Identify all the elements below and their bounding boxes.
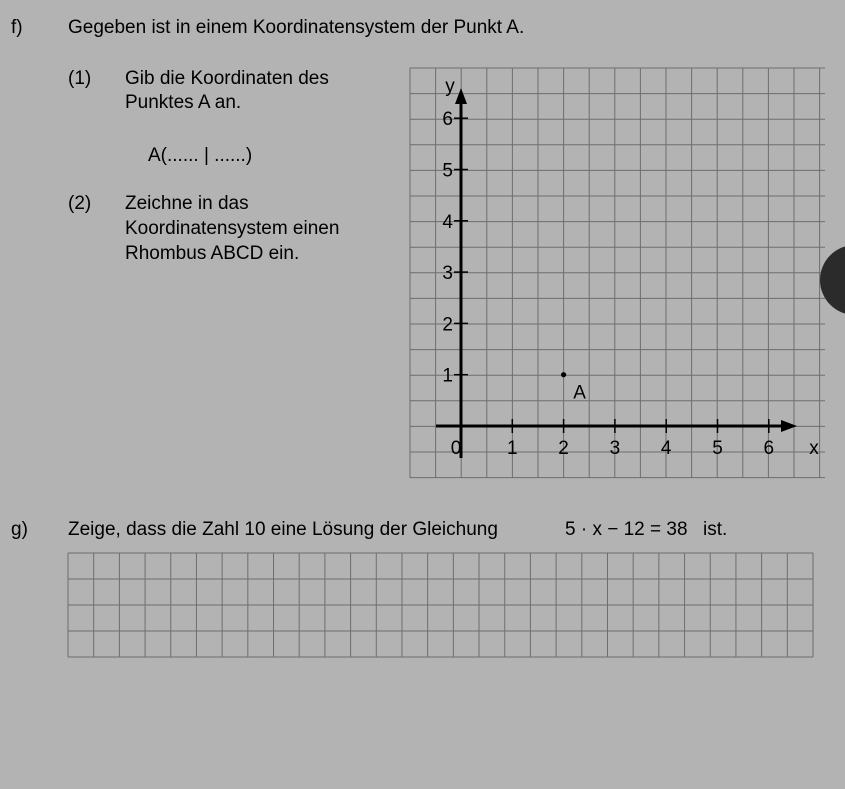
task-f-text: Gegeben ist in einem Koordinatensystem der Punkt A. xyxy=(68,17,525,38)
task-g-suffix: ist. xyxy=(703,519,728,540)
coordinates-answer-template: A(...... | ......) xyxy=(148,145,253,166)
y-tick-label: 3 xyxy=(442,263,453,285)
sub2-line2: Koordinatensystem einen xyxy=(125,218,340,239)
y-axis-label: y xyxy=(445,76,455,97)
sub2-line1: Zeichne in das xyxy=(125,193,249,214)
task-f-label: f) xyxy=(11,17,23,38)
sub1-line2: Punktes A an. xyxy=(125,92,242,113)
x-tick-label: 2 xyxy=(558,438,569,459)
y-tick-label: 5 xyxy=(442,160,453,182)
sub2-line3: Rhombus ABCD ein. xyxy=(125,243,300,264)
x-tick-label: 5 xyxy=(712,438,723,459)
x-tick-label: 3 xyxy=(609,438,621,459)
y-tick-label: 1 xyxy=(442,365,453,387)
task-g-label: g) xyxy=(11,519,28,540)
x-axis-label: x xyxy=(809,438,819,459)
point-a-label: A xyxy=(573,382,586,404)
x-tick-label: 4 xyxy=(660,438,672,459)
y-tick-label: 2 xyxy=(442,314,453,336)
sub1-number: (1) xyxy=(68,68,92,89)
x-tick-label: 6 xyxy=(763,438,775,459)
y-tick-label: 6 xyxy=(442,109,453,131)
equation: 5 · x − 12 = 38 xyxy=(565,519,688,540)
origin-label: 0 xyxy=(450,438,462,459)
task-g-text: Zeige, dass die Zahl 10 eine Lösung der Gleichung xyxy=(68,519,498,540)
x-tick-label: 1 xyxy=(507,438,518,459)
sub1-line1: Gib die Koordinaten des xyxy=(125,68,329,89)
y-tick-label: 4 xyxy=(442,211,453,233)
sub2-number: (2) xyxy=(68,193,92,214)
